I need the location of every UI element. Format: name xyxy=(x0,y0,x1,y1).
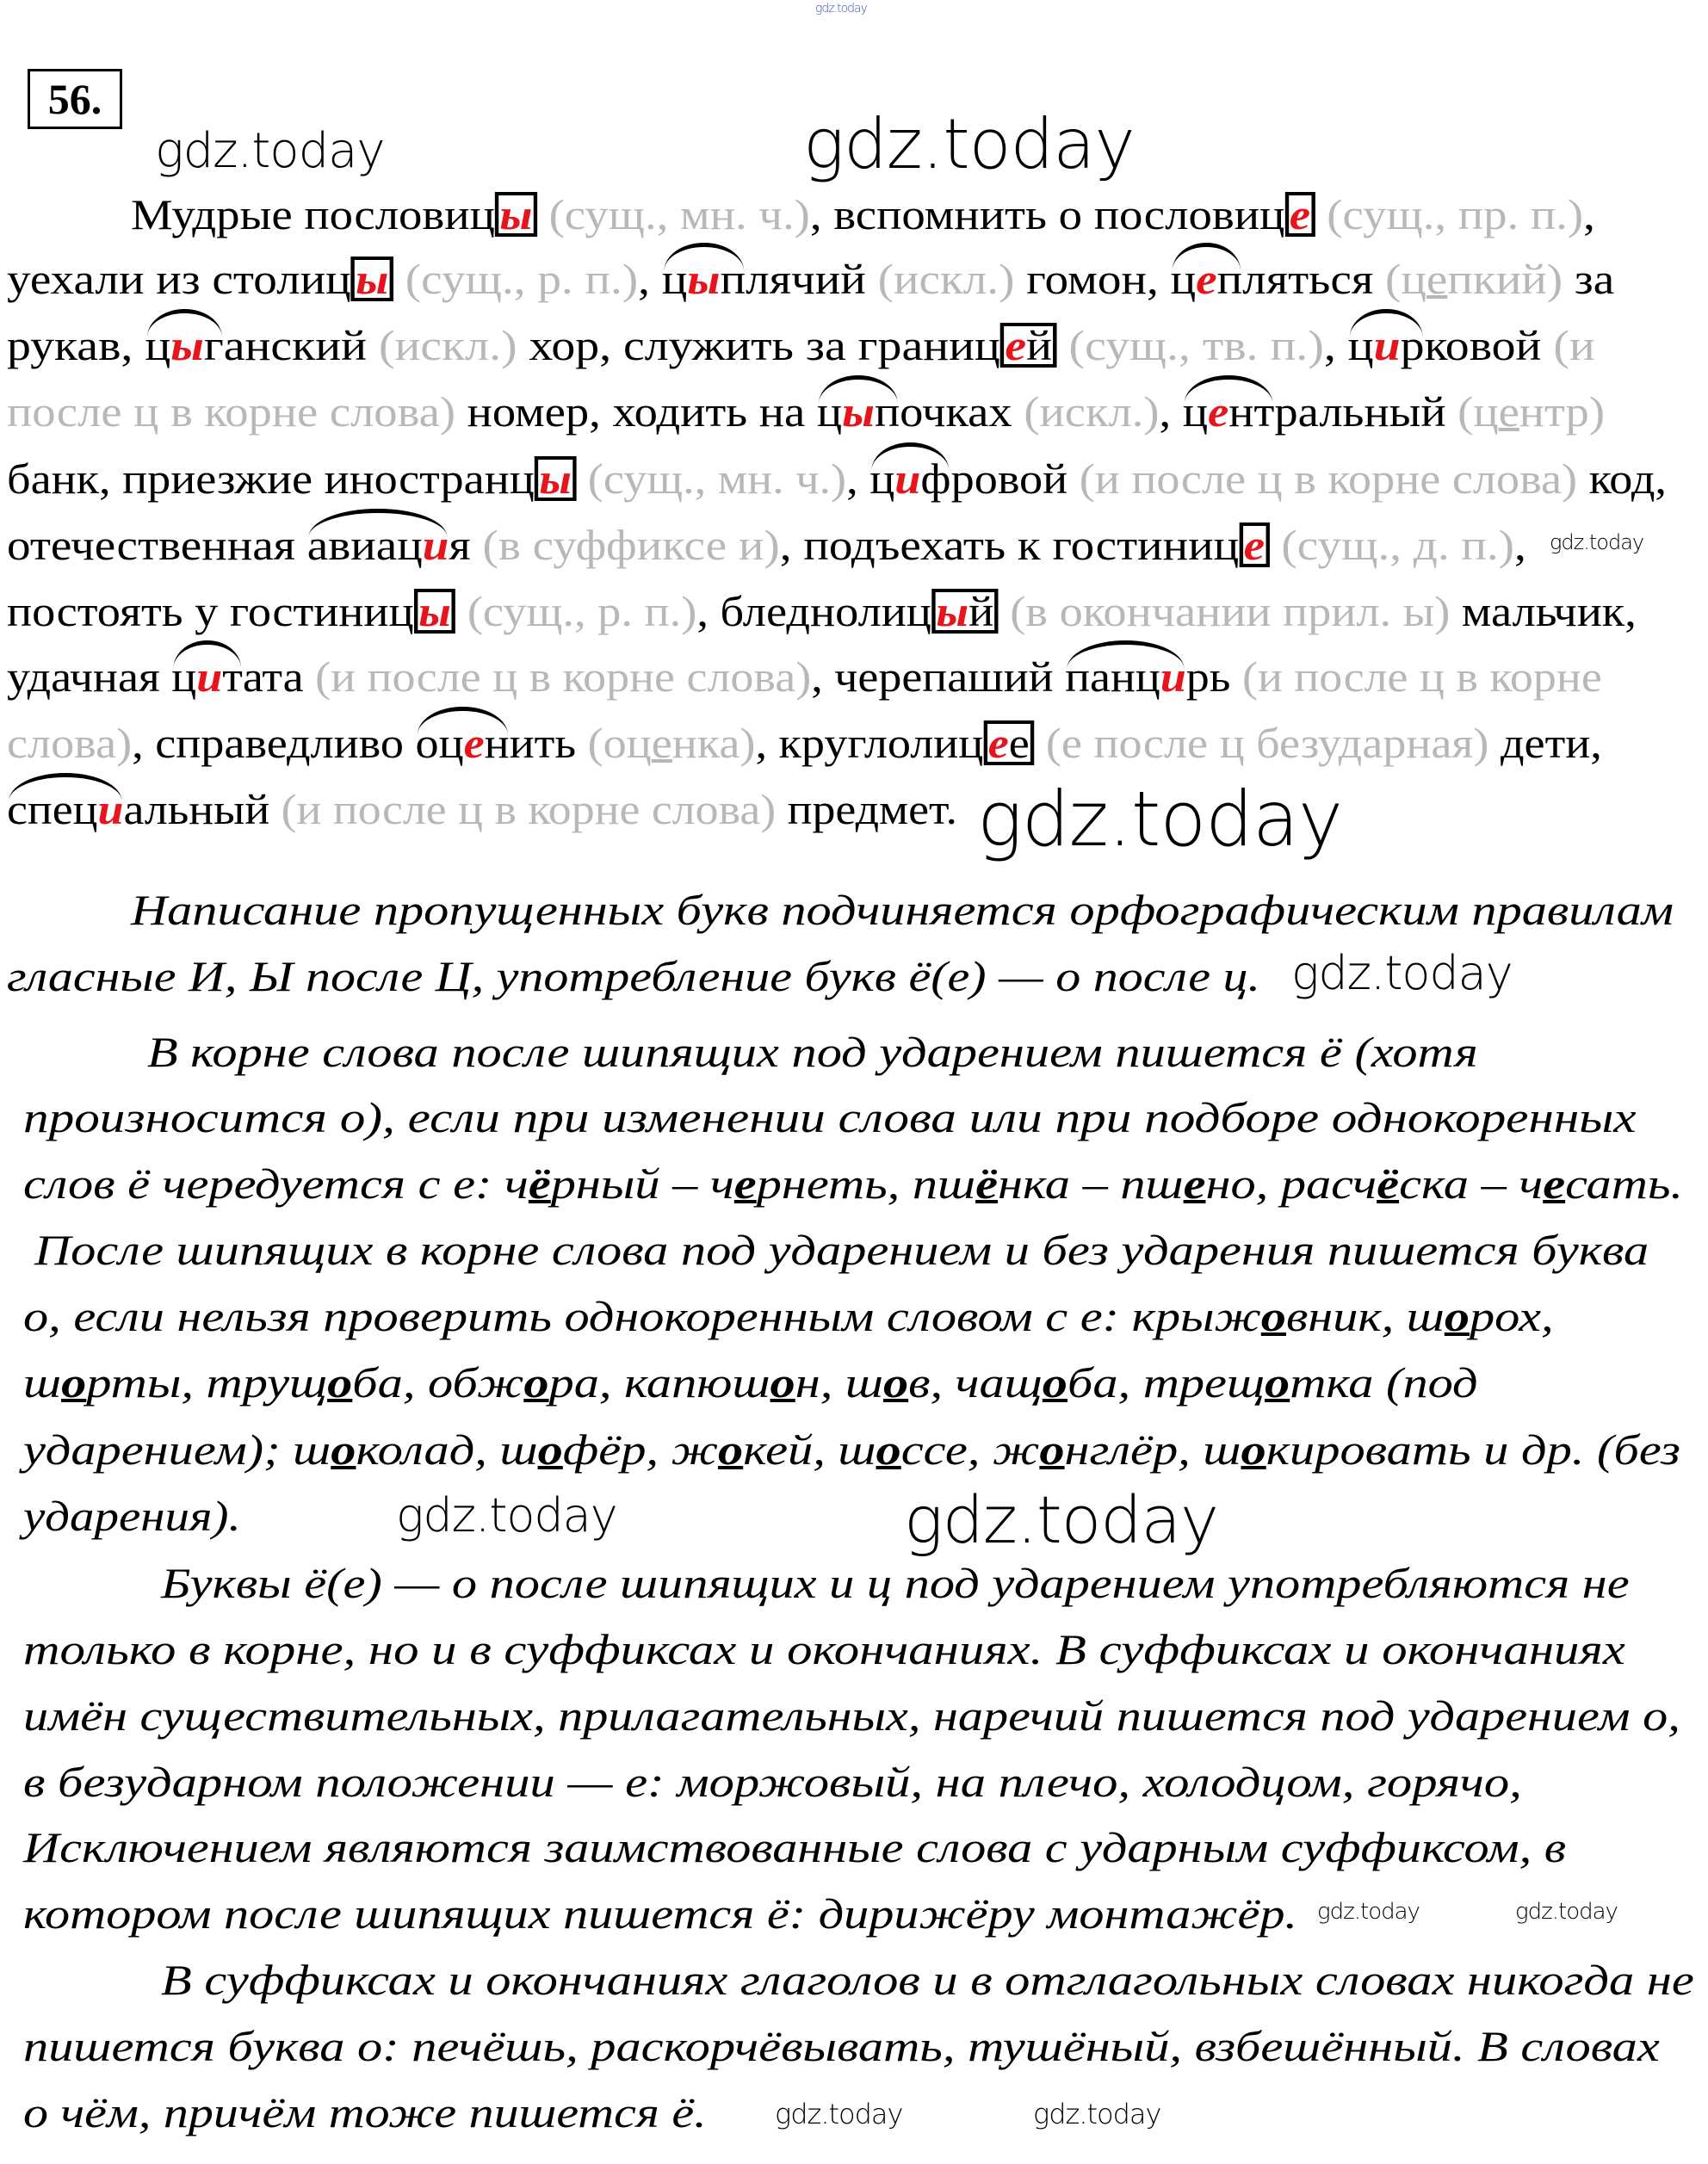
text-line-content xyxy=(7,453,1667,504)
rule-text: н, ш xyxy=(795,1357,884,1407)
root-arc xyxy=(1065,651,1186,702)
text-line xyxy=(23,1690,1680,1741)
text-line xyxy=(7,651,1602,702)
text: рь xyxy=(1185,652,1242,702)
rule-text: слов ё чередуется с е: ч xyxy=(23,1159,529,1209)
ending-box xyxy=(1284,189,1315,238)
text: уехали из столиц xyxy=(7,255,351,303)
text: , xyxy=(1323,320,1348,369)
inserted-letter: ы xyxy=(936,586,969,635)
text: гомон, xyxy=(1014,255,1171,303)
rule-text: фёр, ж xyxy=(562,1425,719,1474)
grammar-note-stressed: е xyxy=(1426,255,1448,303)
watermark: gdz.today xyxy=(904,1481,1218,1558)
text: за xyxy=(1563,255,1615,303)
inserted-letter: е xyxy=(1289,189,1311,238)
text: ить xyxy=(509,719,588,768)
watermark: gdz.today xyxy=(396,1488,617,1543)
stressed-vowel: о xyxy=(1265,1357,1290,1407)
rule-text: произносится о), если при изменении слова или при подборе однокоренных xyxy=(23,1093,1637,1142)
grammar-note: (сущ., мн. ч.) xyxy=(536,189,810,238)
text: панц xyxy=(1065,652,1160,702)
watermark: gdz.today xyxy=(1515,1899,1618,1925)
text: р xyxy=(1400,320,1425,369)
root-arc xyxy=(307,519,449,571)
text: постоять у гостиниц xyxy=(7,586,414,635)
text: ц xyxy=(1182,386,1209,436)
stressed-vowel: ё xyxy=(975,1159,999,1209)
stressed-vowel: е xyxy=(1543,1159,1566,1209)
text-line-content xyxy=(23,1290,1554,1342)
grammar-note: (е после ц безударная) xyxy=(1034,719,1489,768)
grammar-note: (и после ц в корне слова) xyxy=(1079,454,1578,503)
text-line xyxy=(161,1557,1630,1609)
watermark: gdz.today xyxy=(1550,530,1644,554)
grammar-note: (и после ц в корне слова) xyxy=(281,785,777,833)
watermark: gdz.today xyxy=(1033,2098,1161,2130)
grammar-note: (ц xyxy=(1384,255,1426,303)
text-line-content xyxy=(7,783,957,835)
grammar-note: нка) xyxy=(671,719,756,768)
text: й xyxy=(1026,320,1053,369)
grammar-note: (искл.) xyxy=(1024,386,1160,436)
text-line-content xyxy=(23,1357,1478,1408)
rule-text: о, если нельзя проверить однокоренным словом с е: крыж xyxy=(23,1291,1261,1340)
text-line-content xyxy=(7,253,1614,305)
grammar-note: нтр) xyxy=(1519,386,1605,436)
grammar-note: (и после ц в корне xyxy=(1241,652,1602,702)
text-line-content xyxy=(23,1623,1625,1675)
rule-text: кей, ш xyxy=(743,1425,876,1474)
text-line-content xyxy=(23,1756,1522,1808)
text: , подъехать к гостиниц xyxy=(779,520,1240,569)
stressed-vowel: о xyxy=(537,1425,563,1474)
watermark: gdz.today xyxy=(803,104,1135,184)
text-line xyxy=(23,2020,1660,2072)
text-line-content xyxy=(23,1888,1297,1939)
text: спец xyxy=(7,785,98,833)
inserted-letter: ы xyxy=(499,189,533,238)
ending-box xyxy=(414,586,456,635)
text: номер, ходить на xyxy=(455,386,817,436)
text: дети, xyxy=(1488,719,1602,768)
grammar-note-stressed: е xyxy=(651,719,672,768)
text: авиац xyxy=(306,520,423,569)
grammar-note: слова) xyxy=(7,719,133,768)
text-line xyxy=(23,1490,241,1542)
text: ровой xyxy=(950,454,1080,503)
ending-box xyxy=(351,257,393,301)
inserted-letter: ы xyxy=(356,255,389,303)
text-line xyxy=(23,1158,1684,1209)
grammar-note: (и после ц в корне слова) xyxy=(315,652,812,702)
text-line-content xyxy=(161,1954,1694,2006)
text-line xyxy=(23,1357,1478,1408)
inserted-letter: ы xyxy=(170,320,204,369)
text: я xyxy=(449,520,483,569)
rule-text: В корне слова после шипящих под ударением пишется ё (хотя xyxy=(147,1027,1478,1076)
inserted-letter: ы xyxy=(418,586,451,635)
grammar-note: (искл.) xyxy=(877,255,1015,303)
rule-text: Исключением являются заимствованные слова с ударным суффиксом, в xyxy=(23,1823,1567,1872)
text: ц xyxy=(661,255,688,303)
rule-text: колад, ш xyxy=(356,1425,538,1474)
rule-text: В суффиксах и окончаниях глаголов и в отглагольных словах никогда не xyxy=(161,1956,1694,2004)
text: ата xyxy=(242,652,316,702)
text: ляться xyxy=(1242,255,1385,303)
text: мальчик, xyxy=(1450,586,1637,635)
text-line-content xyxy=(23,1091,1637,1143)
text: анский xyxy=(223,320,379,369)
text-line-content xyxy=(23,1690,1680,1741)
grammar-note: (в окончании прил. ы) xyxy=(998,586,1451,635)
text: , xyxy=(1583,189,1595,238)
text: п xyxy=(874,386,900,436)
text-line xyxy=(23,1424,1680,1475)
root-arc xyxy=(817,386,900,437)
ending-box xyxy=(1000,320,1057,369)
rule-text: ска – ч xyxy=(1399,1159,1544,1209)
grammar-note: (искл.) xyxy=(378,320,517,369)
grammar-note: (в суффиксе и) xyxy=(482,520,780,569)
stressed-vowel: о xyxy=(1039,1425,1065,1474)
rule-text: рный – ч xyxy=(550,1159,734,1209)
text: , справедливо xyxy=(132,719,416,768)
stressed-vowel: ё xyxy=(529,1159,551,1209)
rule-text: тка (под xyxy=(1290,1357,1478,1407)
rule-text: ра, капюш xyxy=(548,1357,770,1407)
text: ф xyxy=(920,454,951,503)
grammar-note: (сущ., д. п.) xyxy=(1269,520,1515,569)
text: ц xyxy=(816,386,843,436)
text: п xyxy=(720,255,746,303)
stressed-vowel: о xyxy=(883,1357,909,1407)
text-line-content xyxy=(7,319,1595,371)
rule-text: в безударном положении — е: моржовый, на плечо, холодцом, горячо, xyxy=(23,1757,1522,1806)
text: , xyxy=(846,454,870,503)
text-line xyxy=(34,1224,1649,1276)
inserted-letter: и xyxy=(97,785,124,833)
text-line xyxy=(7,950,1260,1002)
text: очках xyxy=(900,386,1024,436)
text-line xyxy=(131,884,1674,936)
text: отечественная xyxy=(7,520,307,569)
watermark: gdz.today xyxy=(977,775,1343,863)
inserted-letter: и xyxy=(894,454,921,503)
rule-text: о чём, причём тоже пишется ё. xyxy=(23,2087,707,2136)
ending-box xyxy=(931,586,999,635)
text: лячий xyxy=(746,255,878,303)
text-line xyxy=(7,783,957,835)
rule-text: кировать и др. (без xyxy=(1266,1425,1680,1474)
text-line xyxy=(7,519,1526,571)
text-line xyxy=(7,253,1615,305)
text-line xyxy=(7,386,1605,437)
root-arc xyxy=(1171,253,1243,305)
root-arc xyxy=(171,651,243,702)
rule-text: Написание пропущенных букв подчиняется орфографическим правилам xyxy=(131,885,1674,934)
rule-text: в, чащ xyxy=(908,1357,1043,1407)
text: Мудрые пословиц xyxy=(131,189,495,238)
root-arc xyxy=(662,253,746,305)
rule-text: вник, ш xyxy=(1286,1291,1445,1340)
text-line xyxy=(7,717,1602,769)
text: , круглолиц xyxy=(755,719,984,768)
grammar-note: (ц xyxy=(1457,386,1499,436)
ending-box xyxy=(495,189,537,238)
text: код, xyxy=(1577,454,1667,503)
text-line-content xyxy=(23,1490,241,1542)
root-arc xyxy=(416,717,510,769)
rule-text: ссе, ж xyxy=(900,1425,1040,1474)
watermark: gdz.today xyxy=(1317,1899,1420,1925)
ending-box xyxy=(983,719,1034,768)
grammar-note: (и xyxy=(1553,320,1595,369)
text: ц xyxy=(869,454,895,503)
stressed-vowel: о xyxy=(718,1425,744,1474)
stressed-vowel: о xyxy=(331,1425,356,1474)
grammar-note: (сущ., р. п.) xyxy=(455,586,697,635)
root-arc xyxy=(145,319,223,371)
text-line xyxy=(161,1954,1694,2006)
text: т xyxy=(222,652,243,702)
inserted-letter: и xyxy=(422,520,449,569)
text-line xyxy=(7,453,1667,504)
text-line-content xyxy=(7,950,1260,1002)
text: альный xyxy=(123,785,282,833)
stressed-vowel: о xyxy=(770,1357,795,1407)
text-line-content xyxy=(7,717,1602,769)
text: оц xyxy=(415,719,464,768)
text-line xyxy=(23,2087,707,2138)
text-line xyxy=(7,319,1595,371)
text-line-content xyxy=(7,651,1602,702)
text-line xyxy=(23,1290,1554,1342)
text-line-content xyxy=(7,585,1637,637)
text-line-content xyxy=(147,1026,1478,1078)
root-arc xyxy=(7,783,123,835)
text-line-content xyxy=(7,386,1605,437)
rule-text: ба, трещ xyxy=(1068,1357,1266,1407)
text: ковой xyxy=(1424,320,1554,369)
text: н xyxy=(484,719,510,768)
stressed-vowel: о xyxy=(1260,1291,1287,1340)
text-line-content xyxy=(34,1224,1649,1276)
stressed-vowel: о xyxy=(1042,1357,1068,1407)
text: , xyxy=(1514,520,1526,569)
grammar-note: после ц в корне слова) xyxy=(7,386,456,436)
watermark: gdz.today xyxy=(815,2,867,15)
inserted-letter: е xyxy=(987,719,1009,768)
text: удачная xyxy=(7,652,172,702)
text-line xyxy=(23,1091,1637,1143)
rule-text: только в корне, но и в суффиксах и окончаниях. В суффиксах и окончаниях xyxy=(23,1625,1625,1673)
text-line-content xyxy=(23,2020,1660,2072)
grammar-note: (сущ., пр. п.) xyxy=(1315,189,1584,238)
inserted-letter: и xyxy=(1373,320,1401,369)
text: , xyxy=(638,255,662,303)
text: ц xyxy=(1170,255,1197,303)
text: п xyxy=(1216,255,1243,303)
text: ц xyxy=(171,652,197,702)
inserted-letter: и xyxy=(1160,652,1186,702)
grammar-note: пкий) xyxy=(1447,255,1563,303)
text: е xyxy=(1008,719,1030,768)
inserted-letter: и xyxy=(196,652,223,702)
grammar-note-stressed: е xyxy=(1498,386,1519,436)
watermark: gdz.today xyxy=(775,2098,903,2130)
text: г xyxy=(203,320,224,369)
rule-text: пишется буква о: печёшь, раскорчёвывать, тушёный, взбешённый. В словах xyxy=(23,2021,1660,2070)
text: ц xyxy=(145,320,171,369)
text-line-content xyxy=(23,1821,1566,1873)
stressed-vowel: о xyxy=(1241,1425,1266,1474)
rule-text: гласные И, Ы после Ц, употребление букв ё(е) — о после ц. xyxy=(7,951,1260,1000)
grammar-note: (сущ., р. п.) xyxy=(393,255,639,303)
ending-box xyxy=(535,456,576,501)
text: , xyxy=(1159,386,1183,436)
stressed-vowel: о xyxy=(61,1357,87,1407)
watermark: gdz.today xyxy=(155,123,385,179)
rule-text: котором после шипящих пишется ё: дирижёру монтажёр. xyxy=(23,1889,1298,1938)
text: нт xyxy=(1228,386,1275,436)
exercise-number: 56. xyxy=(28,69,122,129)
text: , бледнолиц xyxy=(696,586,931,635)
text-line-content xyxy=(23,1424,1680,1475)
rule-text: ш xyxy=(23,1357,62,1407)
stressed-vowel: е xyxy=(733,1159,757,1209)
rule-text: нка – пш xyxy=(998,1159,1184,1209)
text: хор, служить за границ xyxy=(517,320,1000,369)
rule-text: рнеть, пш xyxy=(756,1159,976,1209)
stressed-vowel: е xyxy=(1183,1159,1206,1209)
inserted-letter: е xyxy=(1196,255,1217,303)
text: рукав, xyxy=(7,320,145,369)
inserted-letter: ы xyxy=(539,454,572,503)
inserted-letter: ы xyxy=(842,386,875,436)
rule-text: ударения). xyxy=(23,1491,241,1540)
root-arc xyxy=(1348,319,1425,371)
inserted-letter: е xyxy=(1005,320,1027,369)
rule-text: нглёр, ш xyxy=(1064,1425,1241,1474)
stressed-vowel: ё xyxy=(1377,1159,1400,1209)
text-line-content xyxy=(131,884,1674,936)
text: банк, приезжие иностранц xyxy=(7,454,535,503)
text-line xyxy=(147,1026,1478,1078)
text-line xyxy=(23,1623,1625,1675)
watermark: gdz.today xyxy=(1291,946,1513,1000)
rule-text: ударением); ш xyxy=(23,1425,331,1474)
stressed-vowel: о xyxy=(523,1357,549,1407)
text: ральный xyxy=(1274,386,1458,436)
ending-box xyxy=(1239,522,1269,567)
text-line-content xyxy=(23,2087,707,2138)
rule-text: рты, трущ xyxy=(86,1357,328,1407)
text: предмет. xyxy=(776,785,957,833)
text: , вспомнить о пословиц xyxy=(809,189,1285,238)
rule-text: ба, обж xyxy=(352,1357,524,1407)
grammar-note: (сущ., тв. п.) xyxy=(1056,320,1324,369)
grammar-note: (сущ., мн. ч.) xyxy=(576,454,847,503)
stressed-vowel: о xyxy=(327,1357,353,1407)
text: й xyxy=(968,586,994,635)
inserted-letter: ы xyxy=(687,255,721,303)
text-line xyxy=(23,1888,1298,1939)
text-line xyxy=(131,189,1595,240)
root-arc xyxy=(1183,386,1275,437)
rule-text: но, расч xyxy=(1205,1159,1377,1209)
rule-text: рох, xyxy=(1470,1291,1554,1340)
inserted-letter: е xyxy=(1208,386,1229,436)
text-line-content xyxy=(131,189,1595,240)
rule-text: Буквы ё(е) — о после шипящих и ц под ударением употребляются не xyxy=(161,1559,1630,1608)
text-line xyxy=(23,1756,1522,1808)
rule-text: После шипящих в корне слова под ударением и без ударения пишется буква xyxy=(34,1226,1649,1274)
text-line-content xyxy=(161,1557,1630,1609)
inserted-letter: е xyxy=(1243,520,1266,569)
text-line xyxy=(7,585,1637,637)
rule-text: сать. xyxy=(1565,1159,1684,1209)
text-line-content xyxy=(23,1158,1683,1209)
rule-text: имён существительных, прилагательных, наречий пишется под ударением о, xyxy=(23,1691,1680,1740)
root-arc xyxy=(869,453,950,504)
text: , черепаший xyxy=(811,652,1066,702)
text-line xyxy=(23,1821,1567,1873)
stressed-vowel: о xyxy=(876,1425,901,1474)
grammar-note: (оц xyxy=(587,719,652,768)
inserted-letter: е xyxy=(463,719,485,768)
stressed-vowel: о xyxy=(1445,1291,1470,1340)
text: ц xyxy=(1347,320,1374,369)
text-line-content xyxy=(7,519,1526,571)
